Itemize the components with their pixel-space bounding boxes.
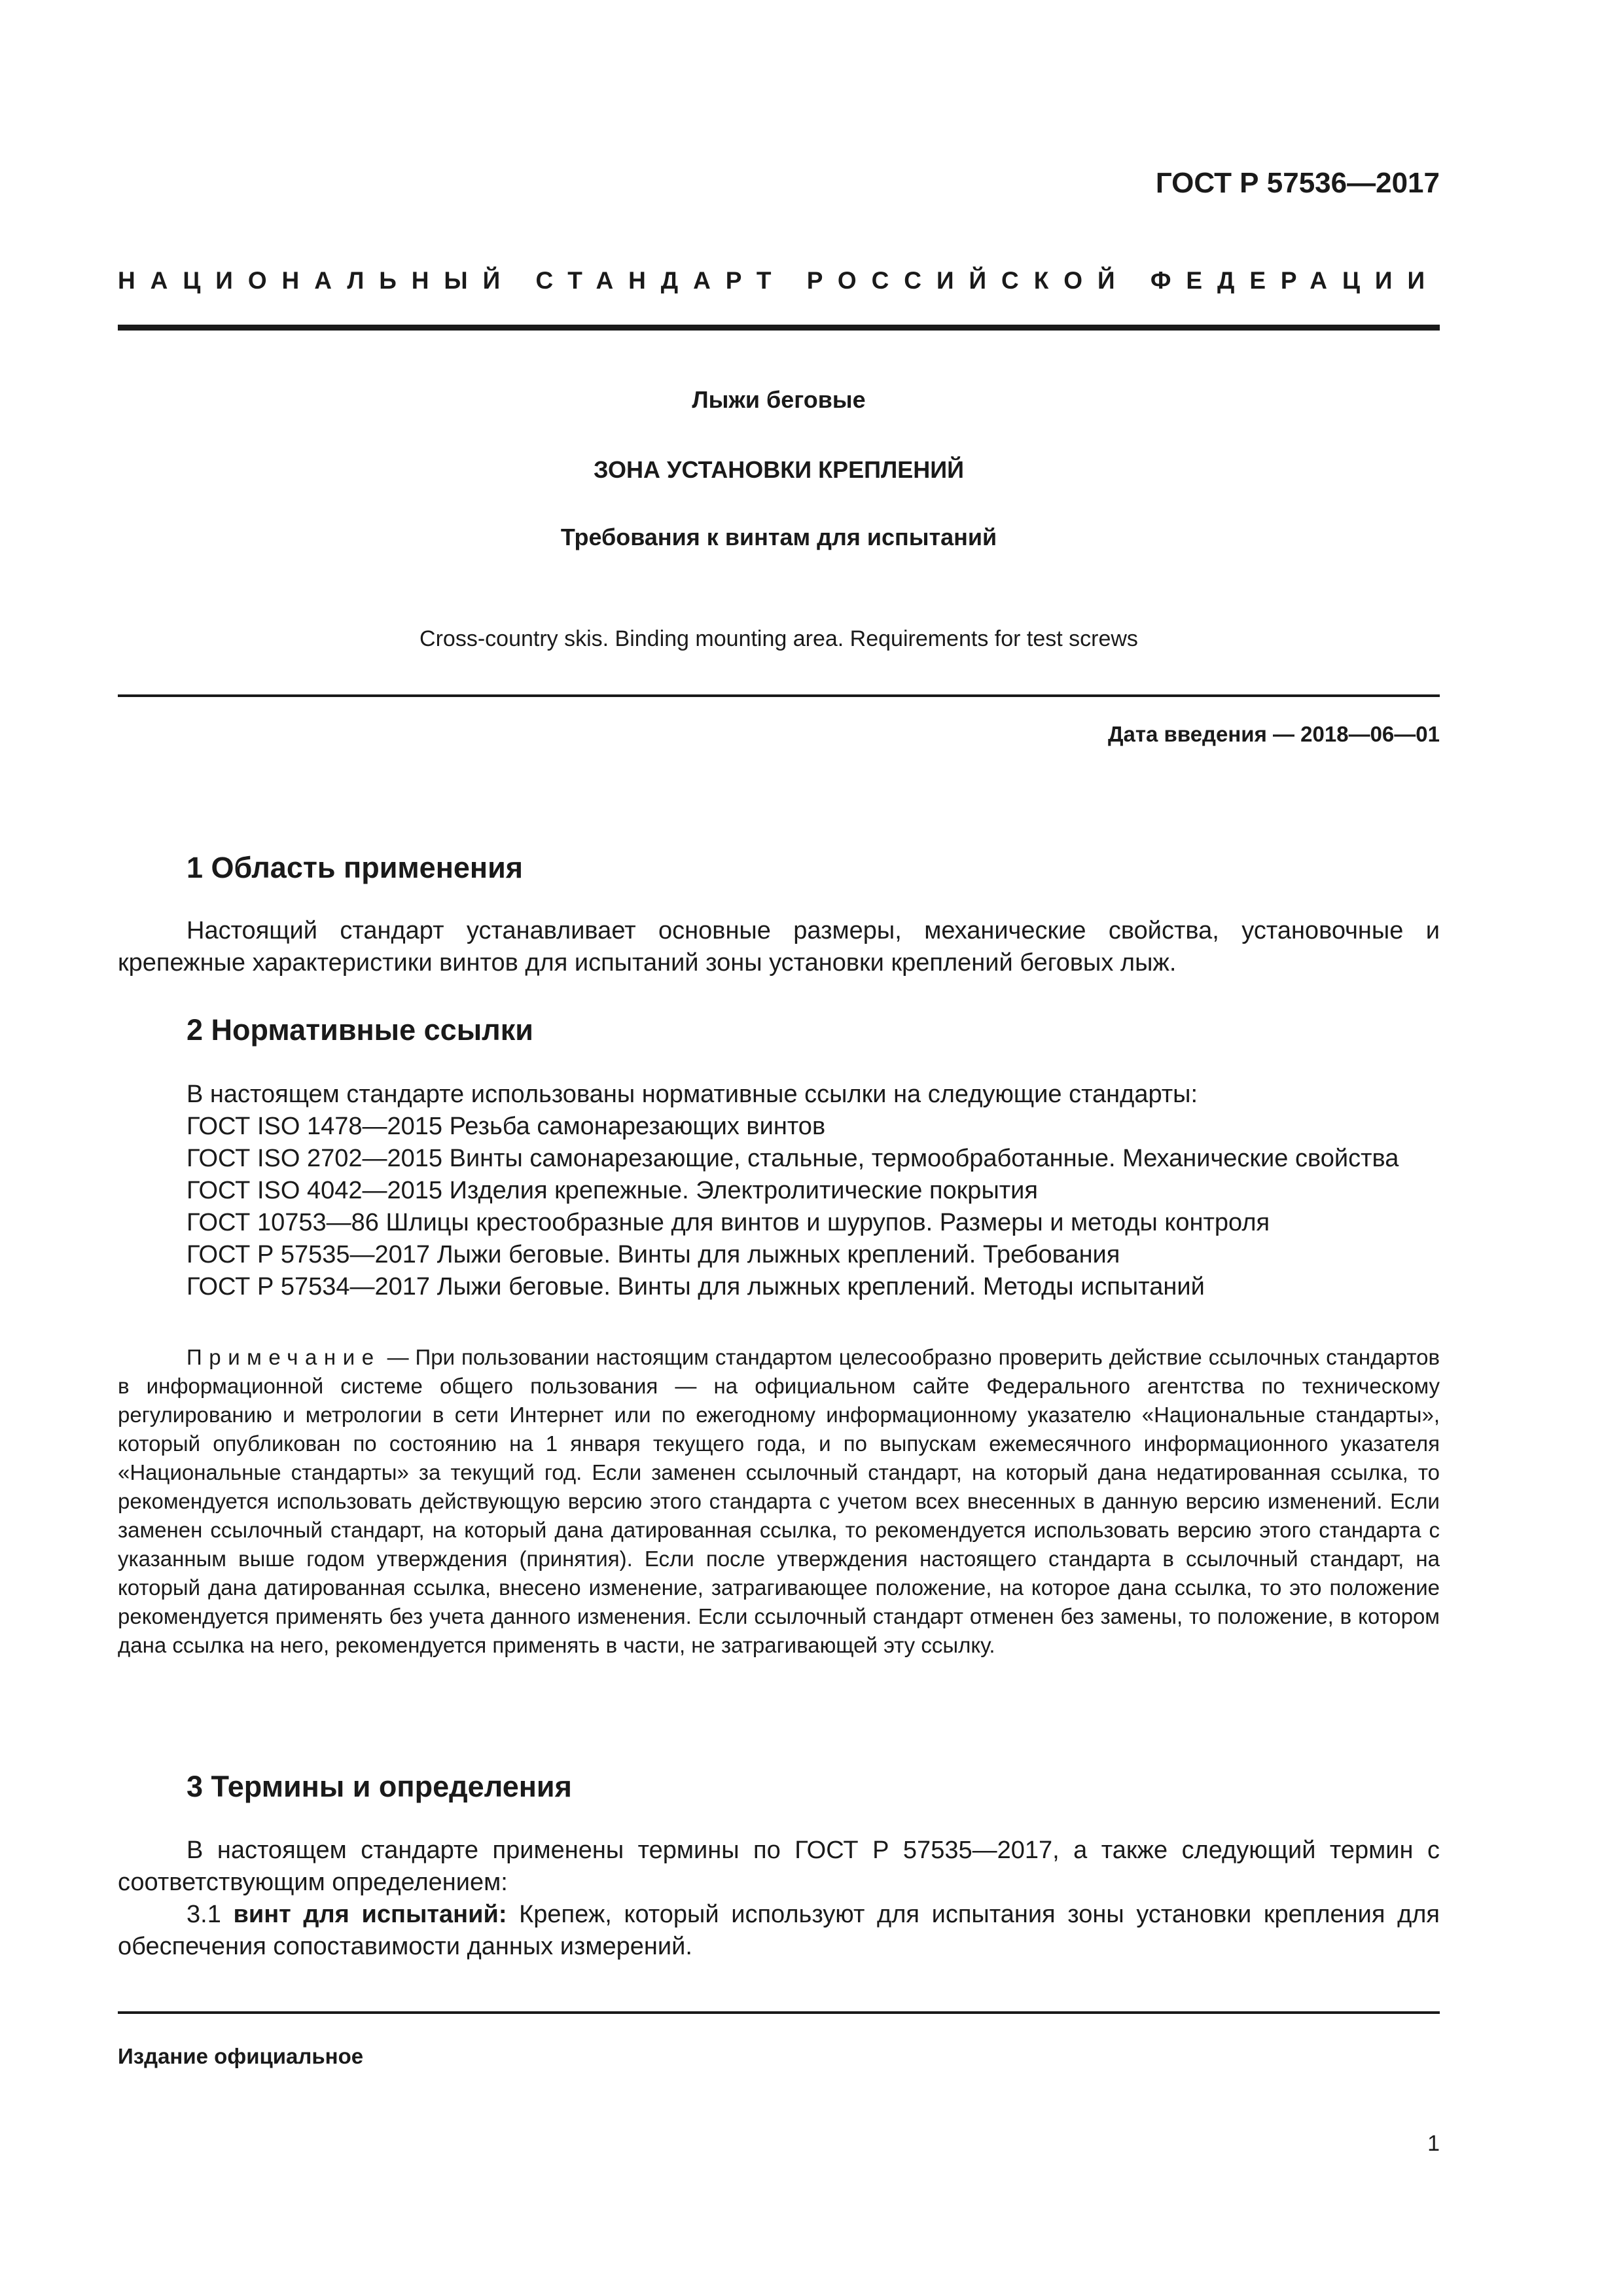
section-3-body bbox=[118, 1835, 1440, 1963]
national-standard-banner bbox=[118, 267, 1440, 295]
term-name: винт для испытаний: bbox=[233, 1901, 507, 1928]
term-definition bbox=[118, 1899, 1440, 1963]
title-divider bbox=[118, 694, 1440, 697]
english-title: Cross-country skis. Binding mounting area. Requirements for test screws bbox=[419, 626, 1138, 651]
official-edition-label: Издание официальное bbox=[118, 2044, 364, 2068]
header-divider bbox=[118, 325, 1440, 331]
note-label: Примечание bbox=[187, 1345, 381, 1369]
section-2-intro: В настоящем стандарте использованы нормативные ссылки на следующие стандарты: bbox=[187, 1081, 1198, 1108]
reference-item: ГОСТ ISO 4042—2015 Изделия крепежные. Электролитические покрытия bbox=[187, 1177, 1038, 1204]
reference-item: ГОСТ Р 57535—2017 Лыжи беговые. Винты для лыжных креплений. Требования bbox=[187, 1241, 1120, 1268]
introduction-date: Дата введения — 2018—06—01 bbox=[1108, 722, 1440, 746]
term-number: 3.1 bbox=[187, 1901, 234, 1928]
section-1-body bbox=[118, 915, 1440, 979]
footer-divider bbox=[118, 2011, 1440, 2014]
banner-word-1: НАЦИОНАЛЬНЫЙ bbox=[118, 267, 516, 294]
reference-item: ГОСТ ISO 1478—2015 Резьба самонарезающих винтов bbox=[187, 1113, 826, 1140]
section-2-heading: 2 Нормативные ссылки bbox=[187, 1013, 533, 1047]
section-1-heading: 1 Область применения bbox=[187, 851, 524, 884]
title-line-3: Требования к винтам для испытаний bbox=[560, 524, 997, 550]
banner-word-4: ФЕДЕРАЦИИ bbox=[1150, 267, 1440, 294]
title-line-2: ЗОНА УСТАНОВКИ КРЕПЛЕНИЙ bbox=[593, 456, 965, 483]
term-text: Крепеж, который используют для испытания зоны установки крепления для обеспечения сопоставимости данных измерений. bbox=[118, 1901, 1440, 1960]
section-2-body bbox=[118, 1079, 1440, 1303]
document-code: ГОСТ Р 57536—2017 bbox=[1155, 167, 1440, 199]
reference-item: ГОСТ Р 57534—2017 Лыжи беговые. Винты для лыжных креплений. Методы испытаний bbox=[187, 1273, 1205, 1300]
reference-item: ГОСТ 10753—86 Шлицы крестообразные для винтов и шурупов. Размеры и методы контроля bbox=[187, 1209, 1270, 1236]
banner-word-3: РОССИЙСКОЙ bbox=[806, 267, 1130, 294]
note-block bbox=[118, 1343, 1440, 1660]
note-paragraph bbox=[118, 1343, 1440, 1660]
title-line-1: Лыжи беговые bbox=[692, 386, 866, 413]
section-3-intro: В настоящем стандарте применены термины по ГОСТ Р 57535—2017, а также следующий термин с соответствующим определением: bbox=[118, 1837, 1440, 1896]
banner-word-2: СТАНДАРТ bbox=[535, 267, 787, 294]
section-1-paragraph: Настоящий стандарт устанавливает основные размеры, механические свойства, установочные и крепежные характеристики винтов для испытаний зоны установки креплений беговых лыж. bbox=[118, 917, 1440, 977]
section-3-heading: 3 Термины и определения bbox=[187, 1770, 572, 1803]
reference-item: ГОСТ ISO 2702—2015 Винты самонарезающие, стальные, термообработанные. Механические свойства bbox=[187, 1145, 1399, 1172]
note-text: — При пользовании настоящим стандартом целесообразно проверить действие ссылочных стандартов в информационной системе общего пользования — на официальном сайте Федерального агентства по техническому регулированию и метрологии в сети Интернет или по ежегодному информационному указателю «Национальные стандарты», который опубликован по состоянию на 1 января текущего года, и по выпускам ежемесячного информационного указателя «Национальные стандарты» за текущий год. Если заменен ссылочный стандарт, на который дана недатированная ссылка, то рекомендуется использовать действующую версию этого стандарта с учетом всех внесенных в данную версию изменений. Если заменен ссылочный стандарт, на который дана датированная ссылка, то рекомендуется использовать версию этого стандарта с указанным выше годом утверждения (принятия). Если после утверждения настоящего стандарта в ссылочный стандарт, на который дана датированная ссылка, внесено изменение, затрагивающее положение, на которое дана ссылка, то это положение рекомендуется применять без учета данного изменения. Если ссылочный стандарт отменен без замены, то положение, в котором дана ссылка на него, рекомендуется применять в части, не затрагивающей эту ссылку. bbox=[118, 1345, 1440, 1657]
page-number: 1 bbox=[1427, 2131, 1440, 2156]
